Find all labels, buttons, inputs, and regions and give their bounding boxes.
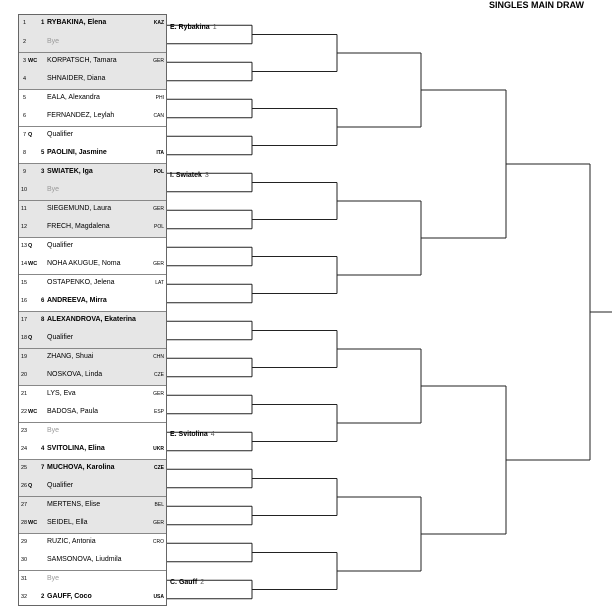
draw-position: 30 xyxy=(21,556,28,563)
player-name: FRECH, Magdalena xyxy=(47,222,110,230)
seed-number: 4 xyxy=(41,445,45,452)
draw-position: 32 xyxy=(21,593,28,600)
player-name: Bye xyxy=(47,185,60,193)
draw-position: 26 xyxy=(21,482,28,489)
player-name: Qualifier xyxy=(47,481,74,489)
seed-number: 3 xyxy=(41,169,45,175)
player-name: PAOLINI, Jasmine xyxy=(47,148,107,156)
draw-position: 13 xyxy=(21,243,28,249)
player-name: EALA, Alexandra xyxy=(47,94,100,101)
player-name: SVITOLINA, Elina xyxy=(47,444,105,452)
player-nation: ESP xyxy=(153,408,164,415)
draw-position: 25 xyxy=(21,465,28,471)
player-name: BADOSA, Paula xyxy=(47,407,98,415)
entry-tag: WC xyxy=(28,58,38,64)
draw-position: 4 xyxy=(23,75,27,82)
entry-tag: Q xyxy=(28,482,33,489)
player-name: MUCHOVA, Karolina xyxy=(47,464,115,471)
player-nation: CZE xyxy=(154,371,164,378)
player-name: RUZIC, Antonia xyxy=(47,538,96,545)
player-name: ZHANG, Shuai xyxy=(47,353,94,360)
second-round-name xyxy=(170,172,209,179)
draw-position: 18 xyxy=(21,334,28,341)
draw-position: 16 xyxy=(21,297,28,304)
player-nation: BEL xyxy=(154,502,164,508)
draw-position: 12 xyxy=(21,223,28,230)
winner-seed: 4 xyxy=(210,431,215,439)
draw-position: 31 xyxy=(21,576,28,582)
player-name: Bye xyxy=(47,37,60,45)
seed-number: 8 xyxy=(41,317,45,323)
player-nation: PHI xyxy=(155,95,164,101)
winner-name: I. Swiatek xyxy=(170,172,202,180)
draw-position: 6 xyxy=(23,112,27,119)
player-name: ANDREEVA, Mirra xyxy=(47,296,107,304)
draw-position: 27 xyxy=(21,502,28,508)
entry-tag: Q xyxy=(28,243,33,249)
draw-position: 17 xyxy=(21,317,28,323)
draw-position: 9 xyxy=(23,169,27,175)
draw-position: 21 xyxy=(21,391,28,397)
entry-tag: Q xyxy=(28,334,33,341)
entry-tag: WC xyxy=(28,519,38,526)
player-nation: KAZ xyxy=(153,20,164,26)
player-name: OSTAPENKO, Jelena xyxy=(47,279,115,286)
player-nation: GER xyxy=(153,58,164,64)
player-name: SEIDEL, Ella xyxy=(47,518,88,526)
player-name: ALEXANDROVA, Ekaterina xyxy=(47,316,136,323)
winner-seed: 2 xyxy=(200,579,205,587)
draw-position: 7 xyxy=(23,132,27,138)
draw-title: SINGLES MAIN DRAW xyxy=(489,0,585,10)
player-name: NOSKOVA, Linda xyxy=(47,370,103,378)
player-name: Bye xyxy=(47,575,60,582)
player-nation: UKR xyxy=(153,445,164,452)
player-nation: CAN xyxy=(153,112,164,119)
player-name: LYS, Eva xyxy=(47,390,76,397)
player-name: Qualifier xyxy=(47,333,74,341)
draw-position: 2 xyxy=(23,38,27,45)
entry-tag: WC xyxy=(28,260,38,267)
draw-position: 5 xyxy=(23,95,27,101)
draw-position: 11 xyxy=(21,206,27,212)
seed-number: 1 xyxy=(41,20,45,26)
winner-seed: 3 xyxy=(204,172,209,180)
draw-position: 28 xyxy=(21,519,28,526)
draw-position: 10 xyxy=(21,186,28,193)
player-nation: CZE xyxy=(154,465,164,471)
player-nation: GER xyxy=(153,391,164,397)
draw-position: 14 xyxy=(21,260,28,267)
seed-number: 5 xyxy=(41,149,45,156)
draw-position: 29 xyxy=(21,539,28,545)
player-name: SAMSONOVA, Liudmila xyxy=(47,555,122,563)
player-nation: CHN xyxy=(153,354,164,360)
player-name: SIEGEMUND, Laura xyxy=(47,205,112,212)
draw-position: 1 xyxy=(23,20,27,26)
winner-name: C. Gauff xyxy=(170,579,198,587)
winner-name: E. Svitolina xyxy=(170,431,208,439)
player-name: GAUFF, Coco xyxy=(47,592,92,600)
draw-position: 15 xyxy=(21,280,28,286)
seed-number: 2 xyxy=(41,593,45,600)
entry-tag: Q xyxy=(28,132,33,138)
entry-tag: WC xyxy=(28,408,38,415)
draw-position: 24 xyxy=(21,445,28,452)
draw-position: 20 xyxy=(21,371,28,378)
draw-position: 8 xyxy=(23,149,27,156)
player-nation: ITA xyxy=(156,149,164,156)
winner-seed: 1 xyxy=(212,24,217,32)
player-name: NOHA AKUGUE, Noma xyxy=(47,259,121,267)
player-name: KORPATSCH, Tamara xyxy=(47,57,117,64)
player-nation: GER xyxy=(153,519,164,526)
second-round-name xyxy=(170,431,215,438)
player-name: SWIATEK, Iga xyxy=(47,168,93,175)
player-nation: CRO xyxy=(152,539,164,545)
player-nation: POL xyxy=(153,169,164,175)
draw-position: 19 xyxy=(21,354,28,360)
winner-name: E. Rybakina xyxy=(170,24,210,32)
player-name: RYBAKINA, Elena xyxy=(47,19,107,26)
player-nation: USA xyxy=(153,593,164,600)
seed-number: 7 xyxy=(41,465,45,471)
player-nation: POL xyxy=(153,223,164,230)
draw-position: 23 xyxy=(21,428,28,434)
player-name: MERTENS, Elise xyxy=(47,501,101,508)
draw-position: 3 xyxy=(23,58,27,64)
player-name: Qualifier xyxy=(47,131,74,138)
player-nation: LAT xyxy=(155,280,164,286)
seed-number: 6 xyxy=(41,297,45,304)
player-nation: GER xyxy=(153,260,164,267)
player-name: FERNANDEZ, Leylah xyxy=(47,111,115,119)
second-round-name xyxy=(170,24,217,31)
player-nation: GER xyxy=(153,206,164,212)
draw-position: 22 xyxy=(21,408,28,415)
player-name: SHNAIDER, Diana xyxy=(47,74,106,82)
player-name: Bye xyxy=(47,427,60,434)
second-round-name xyxy=(170,579,204,586)
player-name: Qualifier xyxy=(47,242,74,249)
